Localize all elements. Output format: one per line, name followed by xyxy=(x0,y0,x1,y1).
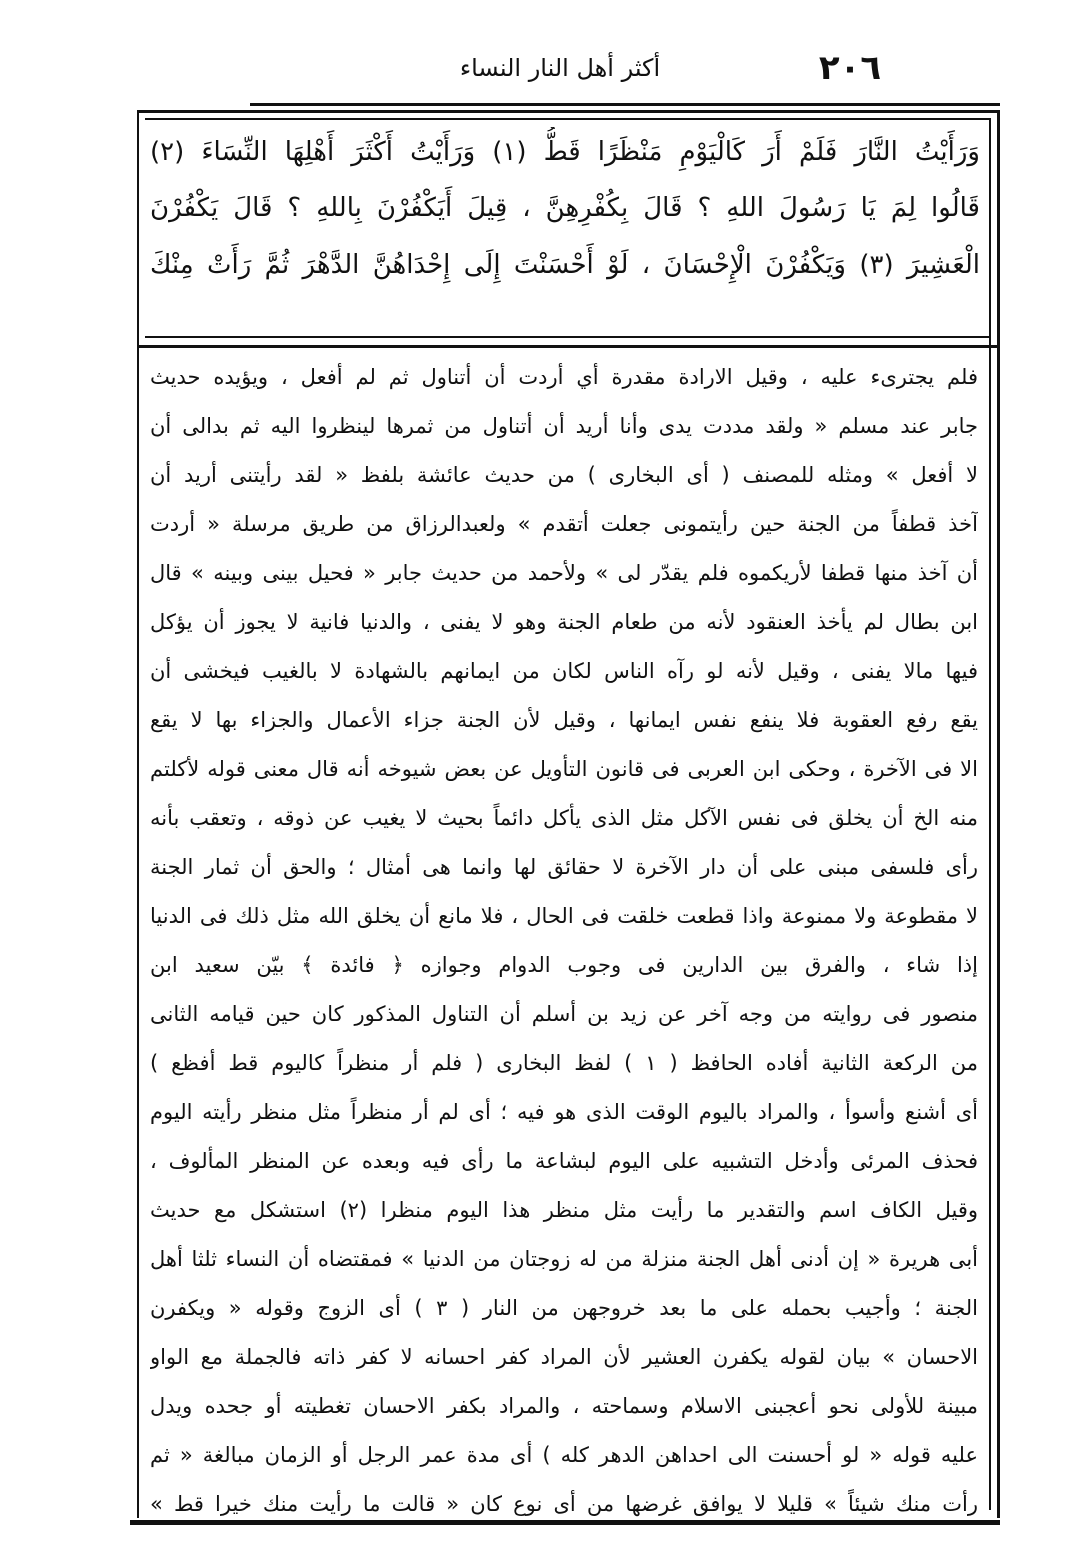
box-top-rule-outer xyxy=(137,110,999,113)
commentary-line: الاحسان » بيان لقوله يكفرن العشير لأن المراد كفر احسانه لا كفر ذاته فالجملة مع الواو xyxy=(150,1345,978,1369)
commentary-line: فحذف المرئى وأدخل التشبيه على اليوم لبشاعة ما رأى فيه وبعده عن المنظر المألوف ، xyxy=(150,1149,978,1173)
commentary-line: لا أفعل » ومثله للمصنف ( أى البخارى ) من حديث عائشة بلفظ « لقد رأيتنى أريد أن xyxy=(150,463,978,487)
commentary-line: وقيل الكاف اسم والتقدير ما رأيت مثل منظر هذا اليوم منظرا (٢) استشكل مع حديث xyxy=(150,1198,978,1222)
right-border-outer xyxy=(997,110,1000,1518)
page-number: ٢٠٦ xyxy=(818,48,882,88)
running-title: أكثر أهل النار النساء xyxy=(459,54,661,82)
commentary-line: أبى هريرة « إن أدنى أهل الجنة منزلة من له زوجتان من الدنيا » فمقتضاه أن النساء ثلثا أهل xyxy=(150,1247,978,1271)
commentary-line: منصور فى روايته من وجه آخر عن زيد بن أسلم أن التناول المذكور كان حين قيامه الثانى xyxy=(150,1002,978,1026)
commentary-line: جابر عند مسلم « ولقد مددت يدى وأنا أريد أن أتناول من ثمرها لينظروا اليه ثم بدالى أن xyxy=(150,414,978,438)
box-bottom-rule-outer xyxy=(137,345,999,348)
hadith-line: الْعَشِيرَ (٣) وَيَكْفُرْنَ الْإِحْسَانَ ، لَوْ أَحْسَنْتَ إِلَى إِحْدَاهُنَّ الدَّهْرَ ثُمَّ رَأَتْ مِنْكَ xyxy=(150,250,980,280)
commentary-line: أن آخذ منها قطفا لأريكموه فلم يقدّر لى » ولأحمد من حديث جابر « فحيل بينى وبينه » قال xyxy=(150,561,978,585)
commentary-line: من الركعة الثانية أفاده الحافظ ( ١ ) لفظ البخارى ( فلم أر منظراً كاليوم قط أفظع ) xyxy=(150,1051,978,1075)
commentary-line: مبينة للأولى نحو أعجبنى الاسلام وسماحته ، والمراد بكفر الاحسان تغطيته أو جحده ويدل xyxy=(150,1394,978,1418)
commentary-line: أى أشنع وأسوأ ، والمراد باليوم الوقت الذى هو فيه ؛ أى لم أر منظراً مثل منظر رأيته اليوم xyxy=(150,1100,978,1124)
commentary-line: منه الخ أن يخلق فى نفس الآكل مثل الذى يأكل دائماً بحيث لا يغيب عن ذوقه ، وتعقب بأنه xyxy=(150,806,978,830)
commentary-line: رأت منك شيئاً » قليلا لا يوافق غرضها من أى نوع كان « قالت ما رأيت منك خيرا قط » xyxy=(150,1492,978,1516)
commentary-line: لا مقطوعة ولا ممنوعة واذا قطعت خلقت فى الحال ، فلا مانع أن يخلق الله مثل ذلك فى الدنيا xyxy=(150,904,978,928)
commentary-line: الجنة ؛ وأجيب بحمله على ما بعد خروجهن من النار ( ٣ ) أى الزوج وقوله « ويكفرن xyxy=(150,1296,978,1320)
commentary-line: ابن بطال لم يأخذ العنقود لأنه من طعام الجنة وهو لا يفنى ، والدنيا فانية لا يجوز أن يؤكل xyxy=(150,610,978,634)
hadith-line: وَرَأَيْتُ النَّارَ فَلَمْ أَرَ كَالْيَوْمِ مَنْظَرًا قَطُّ (١) وَرَأَيْتُ أَكْثَرَ أَهْلِهَا النِّسَاءَ (٢) xyxy=(150,137,980,167)
commentary-line: الا فى الآخرة ، وحكى ابن العربى فى قانون التأويل عن بعض شيوخه أنه قال معنى قوله لأكلتم xyxy=(150,757,978,781)
commentary-line: عليه قوله « لو أحسنت الى احداهن الدهر كله ) أى مدة عمر الرجل أو الزمان مبالغة « ثم xyxy=(150,1443,978,1467)
commentary-line: رأى فلسفى مبنى على أن دار الآخرة لا حقائق لها وانما هى أمثال ؛ والحق أن ثمار الجنة xyxy=(150,855,978,879)
commentary-line: فلم يجترىء عليه ، وقيل الارادة مقدرة أي أردت أن أتناول ثم لم أفعل ، ويؤيده حديث xyxy=(150,365,978,389)
commentary-line: يقع رفع العقوبة فلا ينفع نفس ايمانها ، وقيل لأن الجنة جزاء الأعمال والجزاء بها لا يقع xyxy=(150,708,978,732)
commentary-line: فيها مالا يفنى ، وقيل لأنه لو رآه الناس لكان من ايمانهم بالشهادة لا بالغيب فيخشى أن xyxy=(150,659,978,683)
header-rule xyxy=(250,103,1000,106)
box-bottom-rule-inner xyxy=(145,336,990,338)
hadith-line: قَالُوا لِمَ يَا رَسُولَ اللهِ ؟ قَالَ بِكُفْرِهِنَّ ، قِيلَ أَيَكْفُرْنَ بِاللهِ ؟ قَالَ يَكْفُرْنَ xyxy=(150,193,980,223)
commentary-line: آخذ قطفاً من الجنة حين رأيتمونى جعلت أتقدم » ولعبدالرزاق من طريق مرسلة « أردت xyxy=(150,512,978,536)
commentary-line: إذا شاء ، والفرق بين الدارين فى وجوب الدوام وجوازه ﴿ فائدة ﴾ بيّن سعيد ابن xyxy=(150,953,978,977)
right-border-inner xyxy=(989,118,991,1510)
left-border xyxy=(137,110,139,1518)
box-top-rule-inner xyxy=(145,118,990,120)
